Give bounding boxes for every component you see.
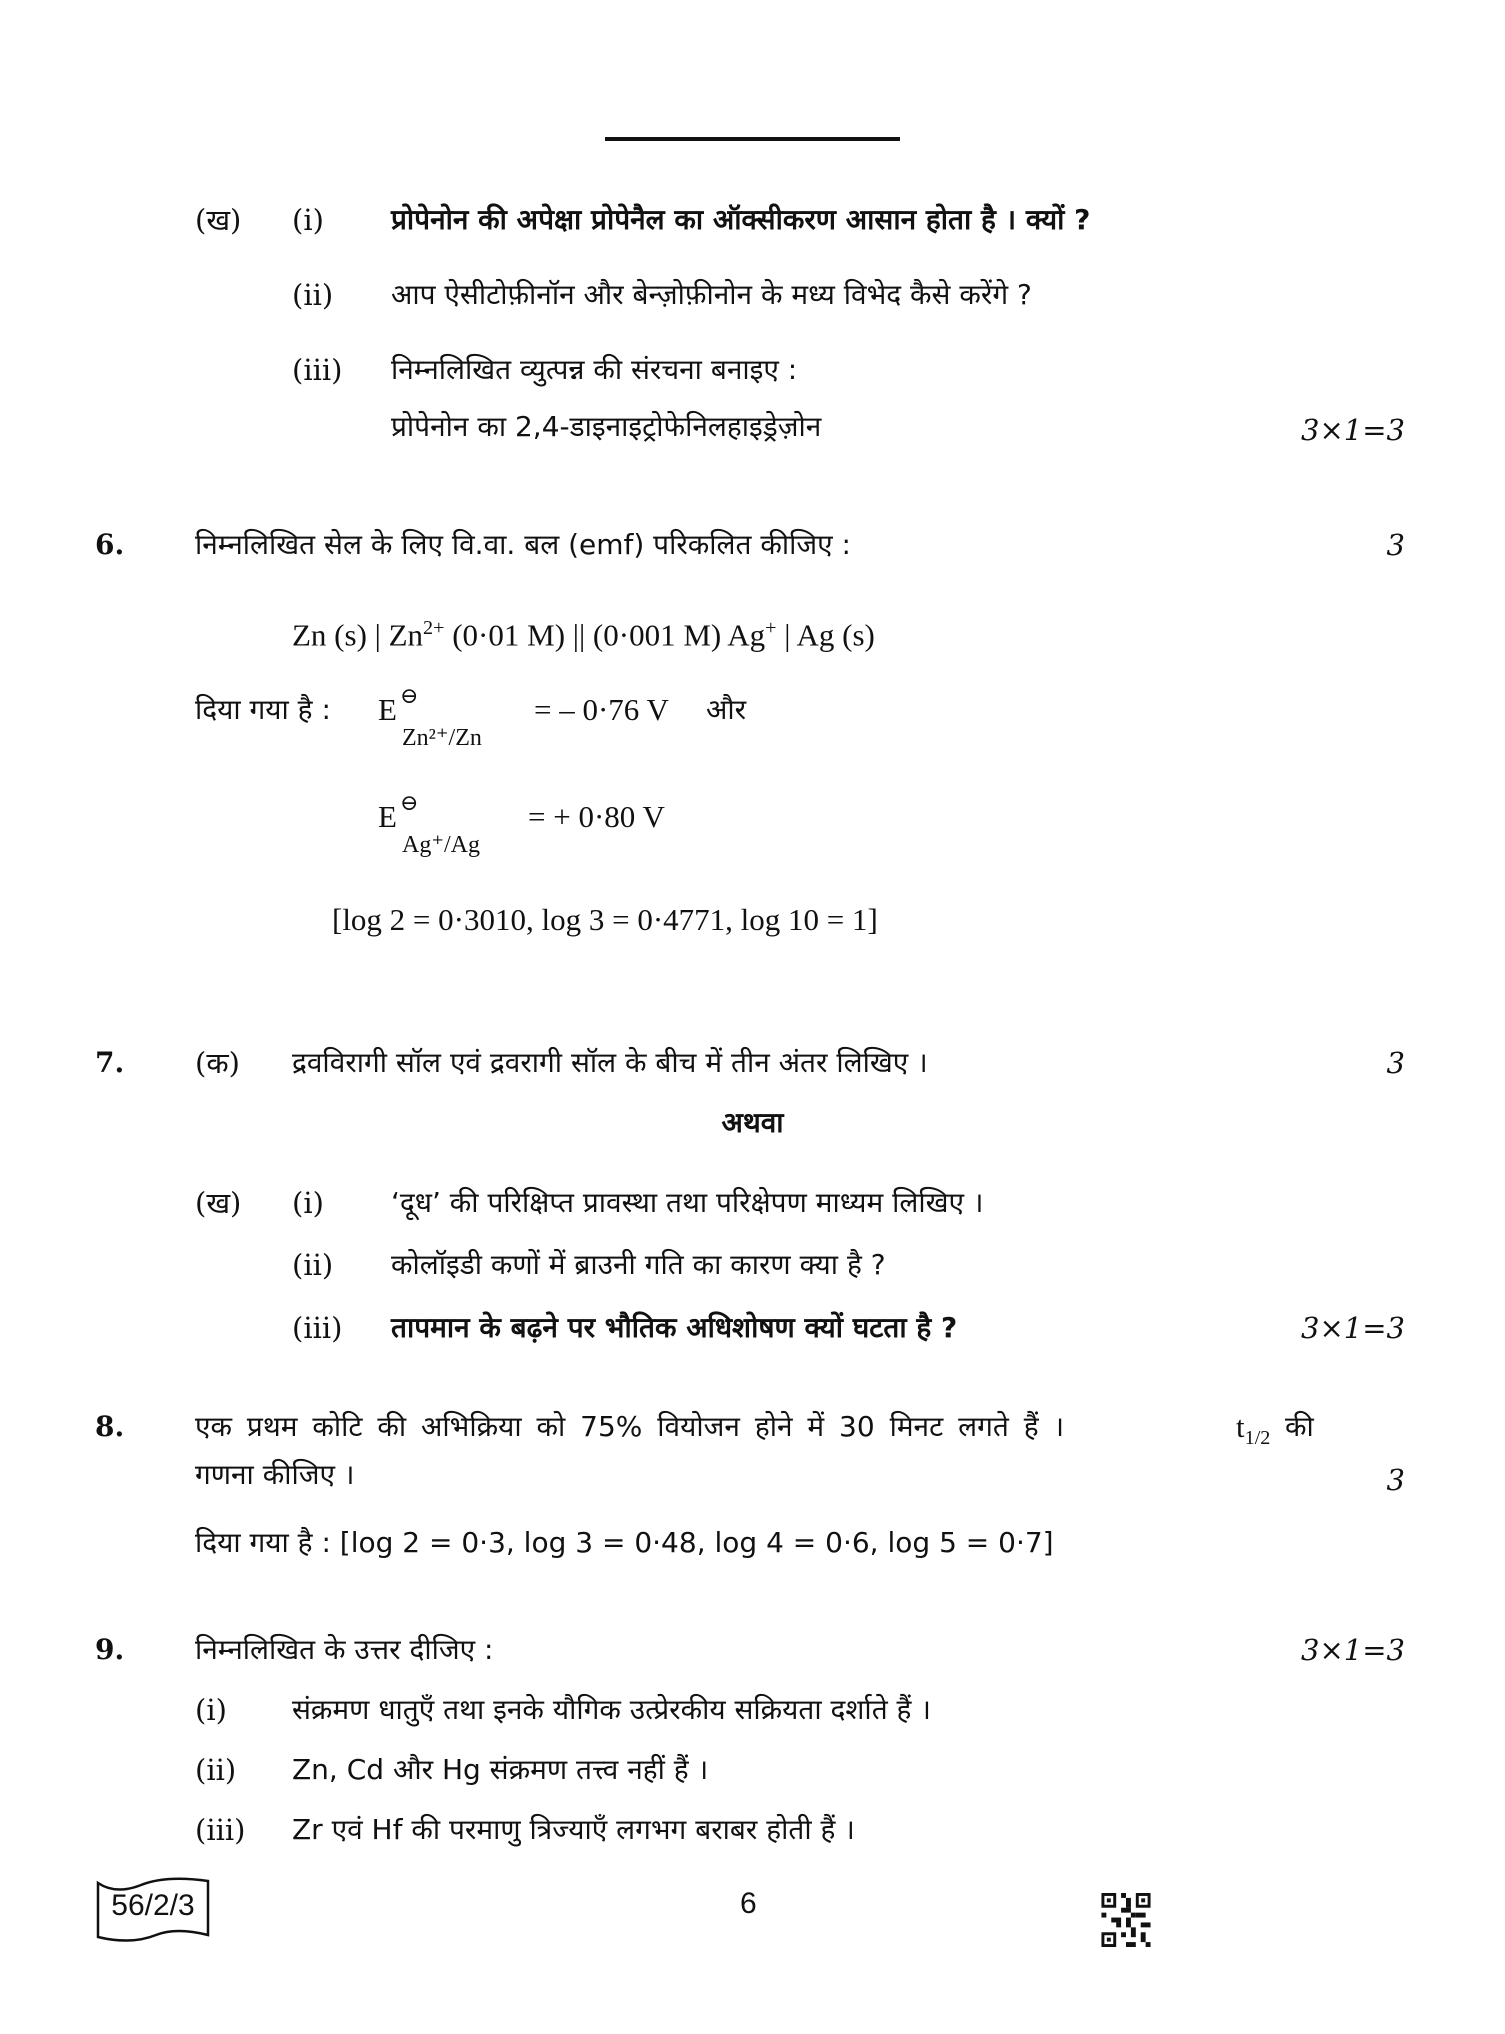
- cell-cathode: | Ag (s): [776, 617, 875, 653]
- e-letter: E: [378, 692, 397, 727]
- question-text-continued: प्रोपेनोन का 2,4-डाइनाइट्रोफेनिलहाइड्रेज़ोन: [391, 410, 822, 443]
- item-number: (i): [292, 203, 324, 237]
- standard-state-icon: ⊖: [400, 683, 419, 708]
- electrode-potential-zn: [378, 683, 482, 751]
- electrode-subscript: Ag⁺/Ag: [402, 832, 480, 858]
- item-number: (iii): [195, 1813, 246, 1847]
- item-number: (iii): [292, 353, 343, 387]
- standard-state-icon: ⊖: [400, 790, 419, 815]
- electrode-subscript: Zn²⁺/Zn: [402, 725, 482, 751]
- item-number: (ii): [292, 278, 334, 312]
- page-number: 6: [740, 1887, 757, 1920]
- e-standard-symbol: [378, 683, 482, 751]
- cell-middle: (0·01 M) || (0·001 M) Ag: [444, 617, 766, 653]
- question-text: तापमान के बढ़ने पर भौतिक अधिशोषण क्यों घटता है ?: [391, 1311, 958, 1344]
- given-label: दिया गया है :: [195, 693, 331, 726]
- electrode-potential-ag: [378, 790, 480, 858]
- paper-code: 56/2/3: [111, 1889, 195, 1922]
- half-subscript: 1/2: [1244, 1427, 1271, 1450]
- item-number: (ii): [292, 1248, 334, 1282]
- question-text: एक प्रथम कोटि की अभिक्रिया को 75% वियोजन होने में 30 मिनट लगते हैं ।: [195, 1410, 1065, 1443]
- question-text: Zr एवं Hf की परमाणु त्रिज्याएँ लगभग बराबर होती हैं ।: [292, 1813, 855, 1846]
- question-text: द्रवविरागी सॉल एवं द्रवरागी सॉल के बीच में तीन अंतर लिखिए ।: [292, 1046, 928, 1079]
- question-text: Zn, Cd और Hg संक्रमण तत्त्व नहीं हैं ।: [292, 1753, 709, 1786]
- marks: 3: [1386, 528, 1405, 562]
- t-letter: t: [1236, 1409, 1245, 1444]
- item-number: (iii): [292, 1311, 343, 1345]
- paper-code-badge: [96, 1875, 210, 1943]
- marks: 3×1=3: [1301, 1633, 1405, 1667]
- or-divider: अथवा: [721, 1106, 784, 1139]
- item-number: (ii): [195, 1753, 237, 1787]
- marks: 3: [1386, 1046, 1405, 1080]
- cell-notation: [292, 608, 875, 655]
- given-values: दिया गया है : [log 2 = 0·3, log 3 = 0·48, log 4 = 0·6, log 5 = 0·7]: [195, 1526, 1054, 1559]
- section-label: (ख): [195, 203, 242, 237]
- cell-anode: Zn (s) | Zn: [292, 617, 424, 653]
- potential-value: = – 0·76 V: [534, 692, 669, 727]
- question-text: ‘दूध’ की परिक्षिप्त प्रावस्था तथा परिक्षेपण माध्यम लिखिए ।: [391, 1186, 984, 1219]
- question-text: संक्रमण धातुएँ तथा इनके यौगिक उत्प्रेरकीय सक्रियता दर्शाते हैं ।: [292, 1693, 931, 1726]
- log-values: [log 2 = 0·3010, log 3 = 0·4771, log 10 = 1]: [332, 902, 878, 937]
- marks: 3: [1386, 1463, 1405, 1497]
- question-text-continued: गणना कीजिए ।: [195, 1458, 355, 1491]
- marks: 3×1=3: [1301, 413, 1405, 447]
- question-text: आप ऐसीटोफ़ीनॉन और बेन्ज़ोफ़ीनोन के मध्य विभेद कैसे करेंगे ?: [391, 278, 1032, 311]
- item-number: (i): [292, 1186, 324, 1220]
- item-number: (i): [195, 1693, 227, 1727]
- charge-superscript: 2+: [423, 617, 445, 639]
- question-number: 9.: [95, 1633, 125, 1666]
- e-letter: E: [378, 799, 397, 834]
- question-number: 7.: [95, 1046, 125, 1079]
- section-label: (क): [195, 1046, 240, 1080]
- question-number: 8.: [95, 1410, 125, 1443]
- half-life-symbol: [1236, 1407, 1270, 1458]
- e-standard-symbol: [378, 790, 480, 858]
- question-text-end: की: [1285, 1410, 1314, 1443]
- potential-value: = + 0·80 V: [528, 799, 665, 834]
- question-text: प्रोपेनोन की अपेक्षा प्रोपेनैल का ऑक्सीकरण आसान होता है । क्यों ?: [391, 203, 1091, 236]
- question-number: 6.: [95, 528, 125, 561]
- question-text: निम्नलिखित के उत्तर दीजिए :: [195, 1633, 494, 1666]
- conjunction: और: [706, 693, 747, 726]
- section-label: (ख): [195, 1186, 242, 1220]
- question-text: कोलॉइडी कणों में ब्राउनी गति का कारण क्या है ?: [391, 1248, 886, 1281]
- marks: 3×1=3: [1301, 1311, 1405, 1345]
- qr-code-icon: [1101, 1893, 1151, 1947]
- question-text: निम्नलिखित सेल के लिए वि.वा. बल (emf) परिकलित कीजिए :: [195, 528, 851, 561]
- question-text: निम्नलिखित व्युत्पन्न की संरचना बनाइए :: [391, 353, 798, 386]
- charge-superscript: +: [765, 617, 777, 639]
- top-divider-rule: [605, 137, 900, 141]
